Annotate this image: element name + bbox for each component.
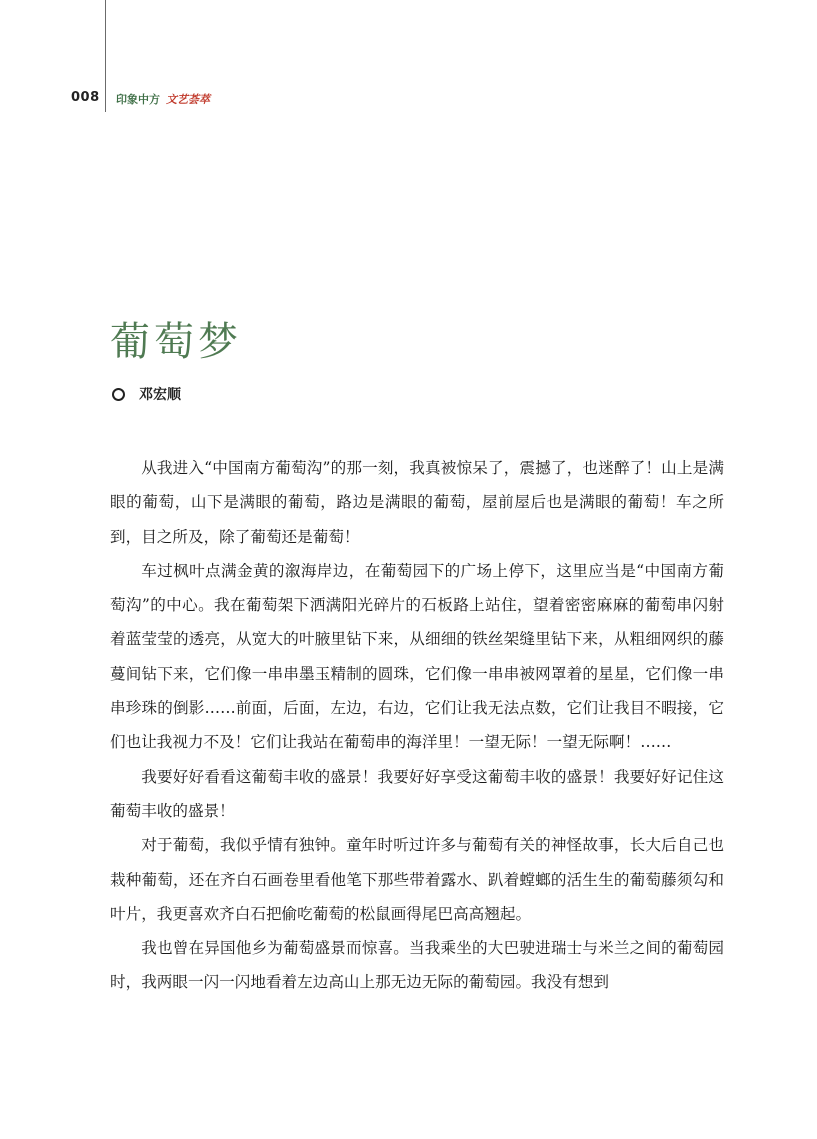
header-divider-line [105,0,106,112]
article-body [110,451,724,1000]
article-title: 葡萄梦 [110,319,242,365]
paragraph: 我也曾在异国他乡为葡萄盛景而惊喜。当我乘坐的大巴驶进瑞士与米兰之间的葡萄园时，我两眼一闪一闪地看着左边高山上那无边无际的葡萄园。我没有想到 [110,939,724,992]
paragraph: 车过枫叶点满金黄的溆海岸边，在葡萄园下的广场上停下，这里应当是“中国南方葡萄沟”的中心。我在葡萄架下洒满阳光碎片的石板路上站住，望着密密麻麻的葡萄串闪射着蓝莹莹的透亮，从宽大的叶腋里钻下来，从细细的铁丝架缝里钻下来，从粗细网织的藤蔓间钻下来，它们像一串串墨玉精制的圆珠，它们像一串串被网罩着的星星，它们像一串串珍珠的倒影……前面，后面，左边，右边，它们让我无法点数，它们让我目不暇接，它们也让我视力不及！它们让我站在葡萄串的海洋里！一望无际！一望无际啊！…… [110,561,724,752]
section-name: 印象中方 [116,93,160,106]
subsection-name: 文艺荟萃 [166,93,210,106]
paragraph: 对于葡萄，我似乎情有独钟。童年时听过许多与葡萄有关的神怪故事，长大后自己也栽种葡萄，还在齐白石画卷里看他笔下那些带着露水、趴着螳螂的活生生的葡萄藤须勾和叶片，我更喜欢齐白石把偷吃葡萄的松鼠画得尾巴高高翘起。 [110,836,724,923]
running-header [116,91,210,107]
paragraph: 我要好好看看这葡萄丰收的盛景！我要好好享受这葡萄丰收的盛景！我要好好记住这葡萄丰收的盛景！ [110,767,724,820]
page-number: 008 [71,90,100,105]
author-name: 邓宏顺 [139,387,181,403]
paragraph: 从我进入“中国南方葡萄沟”的那一刻，我真被惊呆了，震撼了，也迷醉了！山上是满眼的葡萄，山下是满眼的葡萄，路边是满眼的葡萄，屋前屋后也是满眼的葡萄！车之所到，目之所及，除了葡萄还是葡萄！ [110,459,724,546]
byline [110,384,181,404]
circle-bullet-icon [112,388,125,401]
